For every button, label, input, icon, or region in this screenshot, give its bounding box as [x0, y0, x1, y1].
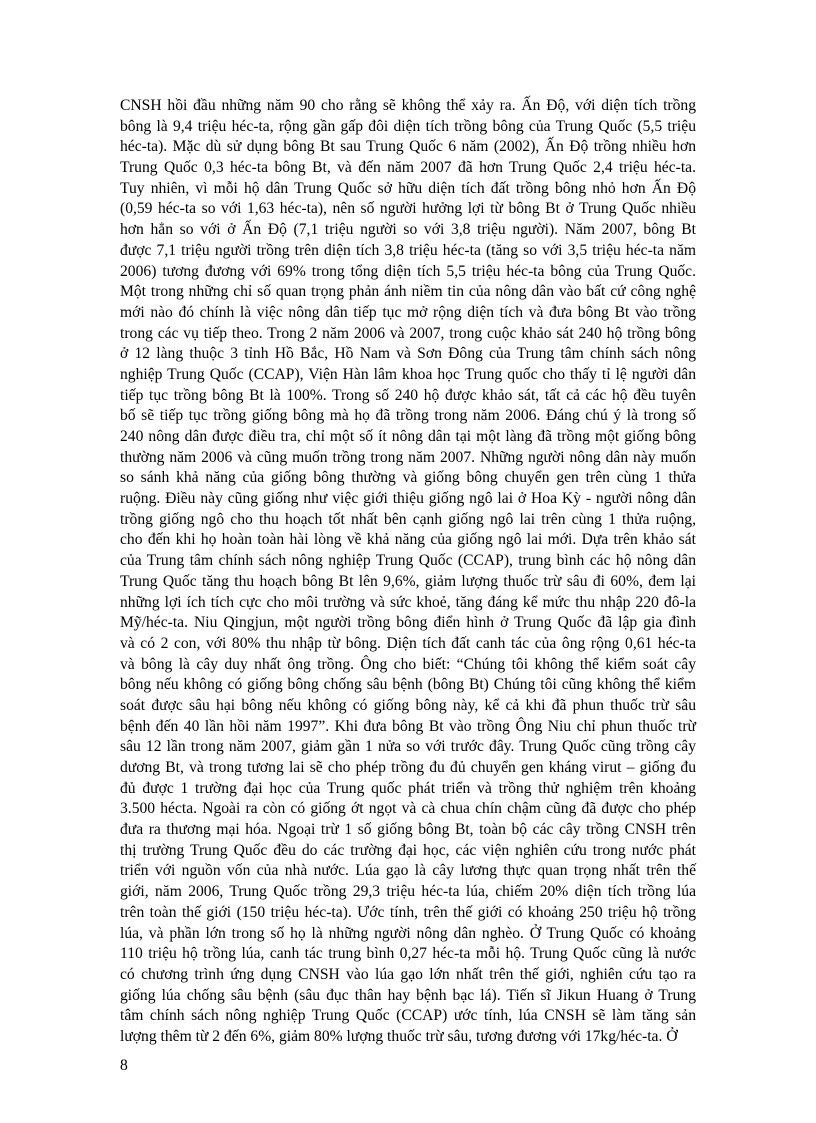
text-line: Trung Quốc tăng thu hoạch bông Bt lên 9,6%, giảm lượng thuốc trừ sâu đi 60%, đem lại: [120, 572, 696, 590]
text-line: bông nếu không có giống bông chống sâu bệnh (bông Bt) Chúng tôi cũng không thể kiểm: [120, 676, 696, 694]
text-line: lượng thêm từ 2 đến 6%, giảm 80% lượng thuốc trừ sâu, tương đương với 17kg/héc-ta. Ở: [120, 1027, 678, 1045]
page-number: 8: [120, 1057, 128, 1074]
text-line: ruộng. Điều này cũng giống như việc giới thiệu giống ngô lai ở Hoa Kỳ - người nông dân: [120, 490, 696, 508]
text-line: tiếp tục trồng bông Bt là 100%. Trong số 240 hộ được khảo sát, tất cả các hộ đều tuyên: [120, 386, 696, 404]
text-line: ở 12 làng thuộc 3 tỉnh Hồ Bắc, Hồ Nam và Sơn Đông của Trung tâm chính sách nông: [120, 345, 696, 363]
text-line: giới, năm 2006, Trung Quốc trồng 29,3 triệu héc-ta lúa, chiếm 20% diện tích trồng lúa: [120, 883, 696, 901]
text-line: tâm chính sách nông nghiệp Trung Quốc (CCAP) ước tính, lúa CNSH sẽ làm tăng sản: [120, 1007, 696, 1025]
text-line: CNSH hồi đầu những năm 90 cho rằng sẽ không thể xảy ra. Ấn Độ, với diện tích trồng: [120, 97, 696, 114]
text-line: đưa ra thương mại hóa. Ngoại trừ 1 số giống bông Bt, toàn bộ các cây trồng CNSH trên: [120, 821, 696, 839]
text-line: sâu 12 lần trong năm 2007, giảm gần 1 nửa so với trước đây. Trung Quốc cũng trồng cây: [120, 738, 696, 756]
text-line: trong các vụ tiếp theo. Trong 2 năm 2006 và 2007, trong cuộc khảo sát 240 hộ trồng bông: [120, 324, 696, 342]
text-line: thị trường Trung Quốc đều do các trường đại học, các viện nghiên cứu trong nước phát: [120, 841, 696, 859]
text-line: so sánh khả năng của giống bông thường và giống bông chuyển gen trên cùng 1 thửa: [120, 469, 696, 487]
text-line: lúa, và phần lớn trong số họ là những người nông dân nghèo. Ở Trung Quốc có khoảng: [120, 924, 696, 942]
text-line: thường năm 2006 và cũng muốn trồng trong năm 2007. Những người nông dân này muốn: [120, 448, 696, 466]
text-line: héc-ta). Mặc dù sử dụng bông Bt sau Trung Quốc 6 năm (2002), Ấn Độ trồng nhiều hơn: [120, 138, 696, 156]
text-line: trồng giống ngô cho thu hoạch tốt nhất bên cạnh giống ngô lai trên cùng 1 thửa ruộng,: [120, 510, 696, 528]
text-line: Trung Quốc 0,3 héc-ta bông Bt, và đến năm 2007 đã hơn Trung Quốc 2,4 triệu héc-ta.: [120, 159, 696, 177]
text-line: bố sẽ tiếp tục trồng giống bông mà họ đã trồng trong năm 2006. Đáng chú ý là trong số: [120, 407, 696, 425]
text-line: được 7,1 triệu người trồng trên diện tích 3,8 triệu héc-ta (tăng so với 3,5 triệu héc-ta năm: [120, 241, 696, 259]
text-line: giống lúa chống sâu bệnh (sâu đục thân hay bệnh bạc lá). Tiến sĩ Jikun Huang ở Trung: [120, 986, 696, 1004]
text-line: Tuy nhiên, vì mỗi hộ dân Trung Quốc sở hữu diện tích đất trồng bông nhỏ hơn Ấn Độ: [120, 179, 696, 197]
text-line: và bông là cây duy nhất ông trồng. Ông cho biết: “Chúng tôi không thể kiểm soát cây: [120, 655, 696, 673]
body-paragraph: [120, 96, 696, 1048]
text-line: và có 2 con, với 80% thu nhập từ bông. Diện tích đất canh tác của ông rộng 0,61 héc-ta: [120, 634, 696, 652]
text-line: triển với nguồn vốn của nhà nước. Lúa gạo là cây lương thực quan trọng nhất trên thế: [120, 862, 696, 880]
text-line: Một trong những chỉ số quan trọng phản ánh niềm tin của nông dân vào bất cứ công nghệ: [120, 283, 696, 301]
text-line: cho đến khi họ hoàn toàn hài lòng về khả năng của giống ngô lai mới. Dựa trên khảo sát: [120, 531, 696, 549]
text-line: nghiệp Trung Quốc (CCAP), Viện Hàn lâm khoa học Trung quốc cho thấy tỉ lệ người dân: [120, 365, 696, 383]
text-line: của Trung tâm chính sách nông nghiệp Trung Quốc (CCAP), trung bình các hộ nông dân: [120, 552, 696, 570]
text-line: soát được sâu hại bông nếu không có giống bông này, kể cả khi đã phun thuốc trừ sâu: [120, 696, 696, 714]
text-line: trên toàn thế giới (150 triệu héc-ta). Ước tính, trên thế giới có khoảng 250 triệu hộ trồng: [120, 903, 696, 921]
text-line: 110 triệu hộ trồng lúa, canh tác trung bình 0,27 héc-ta mỗi hộ. Trung Quốc cũng là nước: [120, 945, 696, 963]
text-line: có chương trình ứng dụng CNSH vào lúa gạo lớn nhất trên thế giới, nghiên cứu tạo ra: [120, 965, 696, 983]
text-line: 3.500 hécta. Ngoài ra còn có giống ớt ngọt và cà chua chín chậm cũng đã được cho phép: [120, 800, 696, 818]
text-line: 240 nông dân được điều tra, chỉ một số ít nông dân tại một làng đã trồng một giống bông: [120, 428, 696, 445]
text-line: 2006) tương đương với 69% trong tổng diện tích 5,5 triệu héc-ta bông của Trung Quốc.: [120, 262, 696, 280]
text-line: bông là 9,4 triệu héc-ta, rộng gần gấp đôi diện tích trồng bông của Trung Quốc (5,5 triệu: [120, 117, 696, 135]
text-line: hơn hẳn so với ở Ấn Độ (7,1 triệu người so với 3,8 triệu người). Năm 2007, bông Bt: [120, 221, 696, 239]
text-line: (0,59 héc-ta so với 1,63 héc-ta), nên số người hưởng lợi từ bông Bt ở Trung Quốc nhiều: [120, 200, 696, 218]
text-line: đủ được 1 trường đại học của Trung quốc phát triển và trồng thử nghiệm trên khoảng: [120, 779, 696, 797]
text-line: dương Bt, và trong tương lai sẽ cho phép trồng đu đủ chuyển gen kháng virut – giống đu: [120, 759, 696, 776]
text-line: Mỹ/héc-ta. Niu Qingjun, một người trồng bông điển hình ở Trung Quốc đã lập gia đình: [120, 614, 696, 632]
text-line: những lợi ích tích cực cho môi trường và sức khoẻ, tăng đáng kể mức thu nhập 220 đô-la: [120, 593, 696, 611]
text-line: bệnh đến 40 lần hồi năm 1997”. Khi đưa bông Bt vào trồng Ông Niu chỉ phun thuốc trừ: [120, 717, 696, 735]
text-line: mới nào đó chính là việc nông dân tiếp tục mở rộng diện tích và đưa bông Bt vào trồng: [120, 303, 696, 321]
